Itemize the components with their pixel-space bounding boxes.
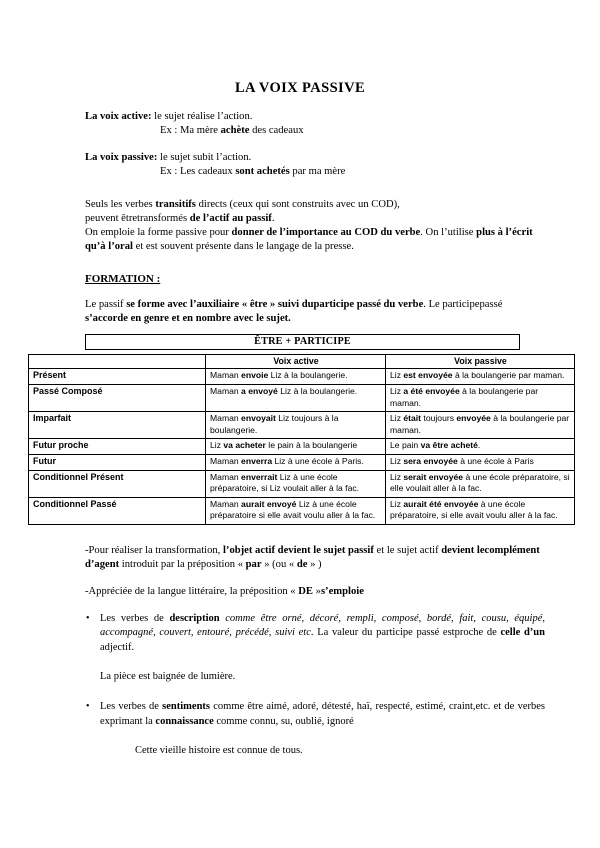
usage-text: et est souvent présente dans le langage de la presse. [132, 240, 354, 252]
cell-tense: Présent [29, 369, 206, 385]
text-run-bold: va être acheté [420, 440, 478, 451]
page-title: LA VOIX PASSIVE [234, 80, 366, 96]
table-header-row [29, 354, 575, 369]
text-run-italic: comme être orné, décoré, rempli, composé, bordé, fait, cousu, équipé, accompagné, couvert, entouré, précédé, suivi etc [100, 612, 545, 639]
text-run: Liz [390, 386, 404, 397]
text-run: à une école à Paris [457, 456, 534, 466]
cell-active-voice [206, 470, 386, 497]
spacer [0, 285, 600, 298]
rule-text: . Le participepassé [423, 298, 503, 310]
transformation-text: et le sujet actif [373, 544, 442, 556]
text-run-bold: connaissance [155, 715, 214, 727]
text-run: à une école préparatoire, si elle avait voulu aller à la fac. [390, 498, 558, 521]
table-row [29, 455, 575, 471]
table-row [29, 497, 575, 524]
example-prefix: Ex : Les cadeaux [160, 165, 236, 177]
usage-text: peuvent êtretransformés [85, 212, 190, 224]
text-run: Maman [210, 456, 242, 466]
transformation-emphasis: par [245, 558, 262, 570]
example-verb: sont achetés [235, 165, 290, 177]
spacer [0, 326, 600, 334]
text-run: Liz [390, 370, 404, 381]
voice-passive-label: La voix passive: [85, 151, 158, 163]
text-run: Liz à une école préparatoire si elle avait voulu aller à la fac. [210, 498, 376, 521]
example-suffix: des cadeaux [249, 124, 304, 136]
cell-active-voice [206, 385, 386, 412]
text-run: Les verbes de [100, 701, 163, 713]
table-row [29, 439, 575, 455]
text-run-bold: a envoyé [241, 386, 278, 397]
usage-emphasis: plus à l’écrit qu’à l’oral [85, 226, 533, 252]
text-run: Maman [210, 386, 242, 397]
text-run-bold: envoie [241, 370, 269, 381]
text-run: toujours [421, 413, 457, 424]
text-run-bold: aurait envoyé [241, 498, 297, 509]
usage-emphasis: transitifs [155, 198, 196, 210]
text-run-bold: était [403, 413, 422, 424]
spacer [0, 682, 600, 700]
text-run: comme connu, su, oublié, ignoré [213, 715, 354, 727]
voice-active-text: le sujet réalise l’action. [151, 111, 253, 122]
text-run-bold: enverra [241, 456, 273, 466]
cell-passive-voice [386, 497, 575, 524]
transformation-emphasis: devient lecomplément d’agent [85, 544, 540, 570]
literary-emphasis: s’emploie [320, 585, 364, 597]
text-run: à la boulangerie par maman. [390, 413, 570, 435]
example-prefix: Ex : Ma mère [160, 124, 221, 136]
table-row [29, 470, 575, 497]
usage-text: Seuls les verbes [85, 198, 156, 210]
cell-passive-voice [386, 455, 575, 471]
transformation-emphasis: de [296, 558, 308, 570]
text-run: Liz [390, 498, 404, 509]
text-run-bold: celle d’un [500, 627, 545, 639]
formation-heading: FORMATION : [85, 272, 161, 285]
usage-emphasis: de l’actif au passif [189, 212, 272, 224]
text-run: Liz à une école préparatoire, si Liz voulait aller à la fac. [210, 471, 360, 494]
text-run: le pain à la boulangerie [265, 440, 358, 451]
text-run-bold: envoyait [241, 413, 276, 424]
text-run-bold: envoyée [456, 413, 491, 424]
table-head [29, 354, 575, 369]
text-run-bold: enverrait [241, 471, 278, 482]
list-item-text [100, 701, 545, 726]
voice-active-label: La voix active: [85, 111, 152, 122]
column-header-active: Voix active [206, 354, 386, 369]
text-run: Le pain [390, 440, 421, 451]
table-row [29, 385, 575, 412]
rule-emphasis: s’accorde en [85, 312, 142, 324]
example-sentence: Cette vieille histoire est connue de tous. [135, 744, 303, 756]
text-run-bold: description [169, 612, 220, 624]
text-run: à une école préparatoire, si elle voulait aller à la fac. [390, 471, 570, 494]
text-run: Liz à la boulangerie. [277, 386, 358, 397]
transformation-text: » (ou « [261, 558, 297, 570]
formation-rule [0, 298, 600, 326]
table-row [29, 412, 575, 439]
cell-passive-voice [386, 470, 575, 497]
text-run: Les verbes de [100, 612, 170, 624]
usage-line-3 [85, 226, 545, 254]
literary-text: -Appréciée de la langue littéraire, la préposition « [85, 585, 299, 597]
example-sentence: La pièce est baignée de lumière. [100, 671, 236, 683]
spacer [0, 138, 600, 151]
text-run: Liz [390, 471, 404, 482]
text-run: comme être aimé, adoré, détesté, haï, respecté, estimé, craint,etc. et de verbes exprimant la [100, 701, 545, 727]
text-run-bold: a été envoyée [403, 386, 460, 397]
cell-active-voice [206, 369, 386, 385]
literary-text: » [312, 585, 321, 597]
text-run: . La valeur du participe passé estproche de [310, 627, 501, 639]
spacer [0, 254, 600, 273]
cell-active-voice [206, 439, 386, 455]
rules-list [0, 612, 600, 774]
example-suffix: par ma mère [289, 165, 346, 177]
cell-passive-voice [386, 439, 575, 455]
text-run: à la boulangerie par maman. [390, 386, 539, 408]
transformation-note [0, 544, 600, 572]
voice-passive-text: le sujet subit l’action. [157, 151, 252, 163]
cell-tense: Futur [29, 455, 206, 471]
voice-active-definition [0, 110, 600, 124]
list-item [0, 612, 600, 655]
table-row [29, 369, 575, 385]
cell-tense: Futur proche [29, 439, 206, 455]
spacer [0, 97, 600, 110]
text-run: Maman [210, 370, 242, 381]
transformation-text: » ) [307, 558, 322, 570]
column-header-passive: Voix passive [386, 354, 575, 369]
cell-tense: Passé Composé [29, 385, 206, 412]
text-run-bold: aurait été envoyée [403, 498, 479, 509]
text-run: Liz toujours à la boulangerie. [210, 413, 339, 435]
transformation-emphasis: l’objet actif devient le sujet passif [222, 544, 374, 556]
text-run: Liz à la boulangerie. [268, 370, 348, 381]
spacer [0, 572, 600, 585]
voice-active-example [0, 124, 600, 138]
usage-paragraph [0, 198, 600, 254]
etre-participe-banner: ÊTRE + PARTICIPE [85, 334, 520, 350]
text-run: adjectif. [100, 641, 135, 653]
spacer [0, 729, 600, 745]
usage-text: . On l’utilise [420, 226, 477, 238]
etre-participe-banner-wrap [0, 334, 600, 350]
conjugation-table [28, 354, 575, 525]
text-run-bold: va acheter [223, 440, 266, 451]
text-run: Liz [390, 456, 404, 466]
rule-emphasis: se forme avec l’auxiliaire « être » suivi duparticipe passé du verbe [126, 298, 424, 310]
cell-active-voice [206, 497, 386, 524]
example-verb: achète [220, 124, 250, 136]
table-body [29, 369, 575, 524]
text-run-bold: est envoyée [403, 370, 453, 381]
text-run: Maman [210, 498, 242, 509]
cell-tense: Conditionnel Présent [29, 470, 206, 497]
cell-passive-voice [386, 412, 575, 439]
usage-text: On emploie la forme passive pour [85, 226, 232, 238]
spacer [0, 599, 600, 612]
voice-passive-example [0, 165, 600, 179]
transformation-text: introduit par la préposition « [119, 558, 246, 570]
column-header-tense [29, 354, 206, 369]
bullet-icon: • [86, 701, 90, 713]
text-run: à la boulangerie par maman. [452, 370, 565, 381]
text-run: Liz à une école à Paris. [272, 456, 364, 466]
literary-emphasis: DE [298, 585, 313, 597]
usage-text: directs (ceux qui sont construits avec un COD), [195, 198, 400, 210]
literary-note [0, 585, 600, 599]
text-run: Liz [390, 413, 404, 424]
text-run: Maman [210, 413, 242, 424]
text-run-bold: serait envoyée [403, 471, 464, 482]
text-run-bold: sentiments [162, 701, 211, 713]
text-run-bold: sera envoyée [403, 456, 458, 466]
usage-emphasis: donner de l’importance au COD du verbe [231, 226, 421, 238]
usage-line-2 [85, 212, 545, 226]
conjugation-table-wrap [0, 354, 600, 525]
spacer [0, 756, 600, 774]
rule-text: Le passif [85, 298, 127, 310]
list-item [0, 700, 600, 729]
spacer [0, 655, 600, 671]
text-run: . [477, 440, 481, 451]
usage-line-1 [85, 198, 545, 212]
list-item-text [100, 613, 545, 653]
spacer [0, 525, 600, 544]
cell-passive-voice [386, 385, 575, 412]
cell-tense: Conditionnel Passé [29, 497, 206, 524]
cell-active-voice [206, 412, 386, 439]
transformation-text: -Pour réaliser la transformation, [85, 544, 223, 556]
text-run: Maman [210, 471, 242, 482]
cell-passive-voice [386, 369, 575, 385]
cell-tense: Imparfait [29, 412, 206, 439]
cell-active-voice [206, 455, 386, 471]
spacer [0, 179, 600, 198]
text-run: Liz [210, 440, 224, 451]
voice-passive-definition [0, 151, 600, 165]
usage-text: . [271, 212, 275, 224]
rule-emphasis: genre et en nombre avec le sujet. [141, 312, 291, 324]
bullet-icon: • [86, 612, 90, 624]
